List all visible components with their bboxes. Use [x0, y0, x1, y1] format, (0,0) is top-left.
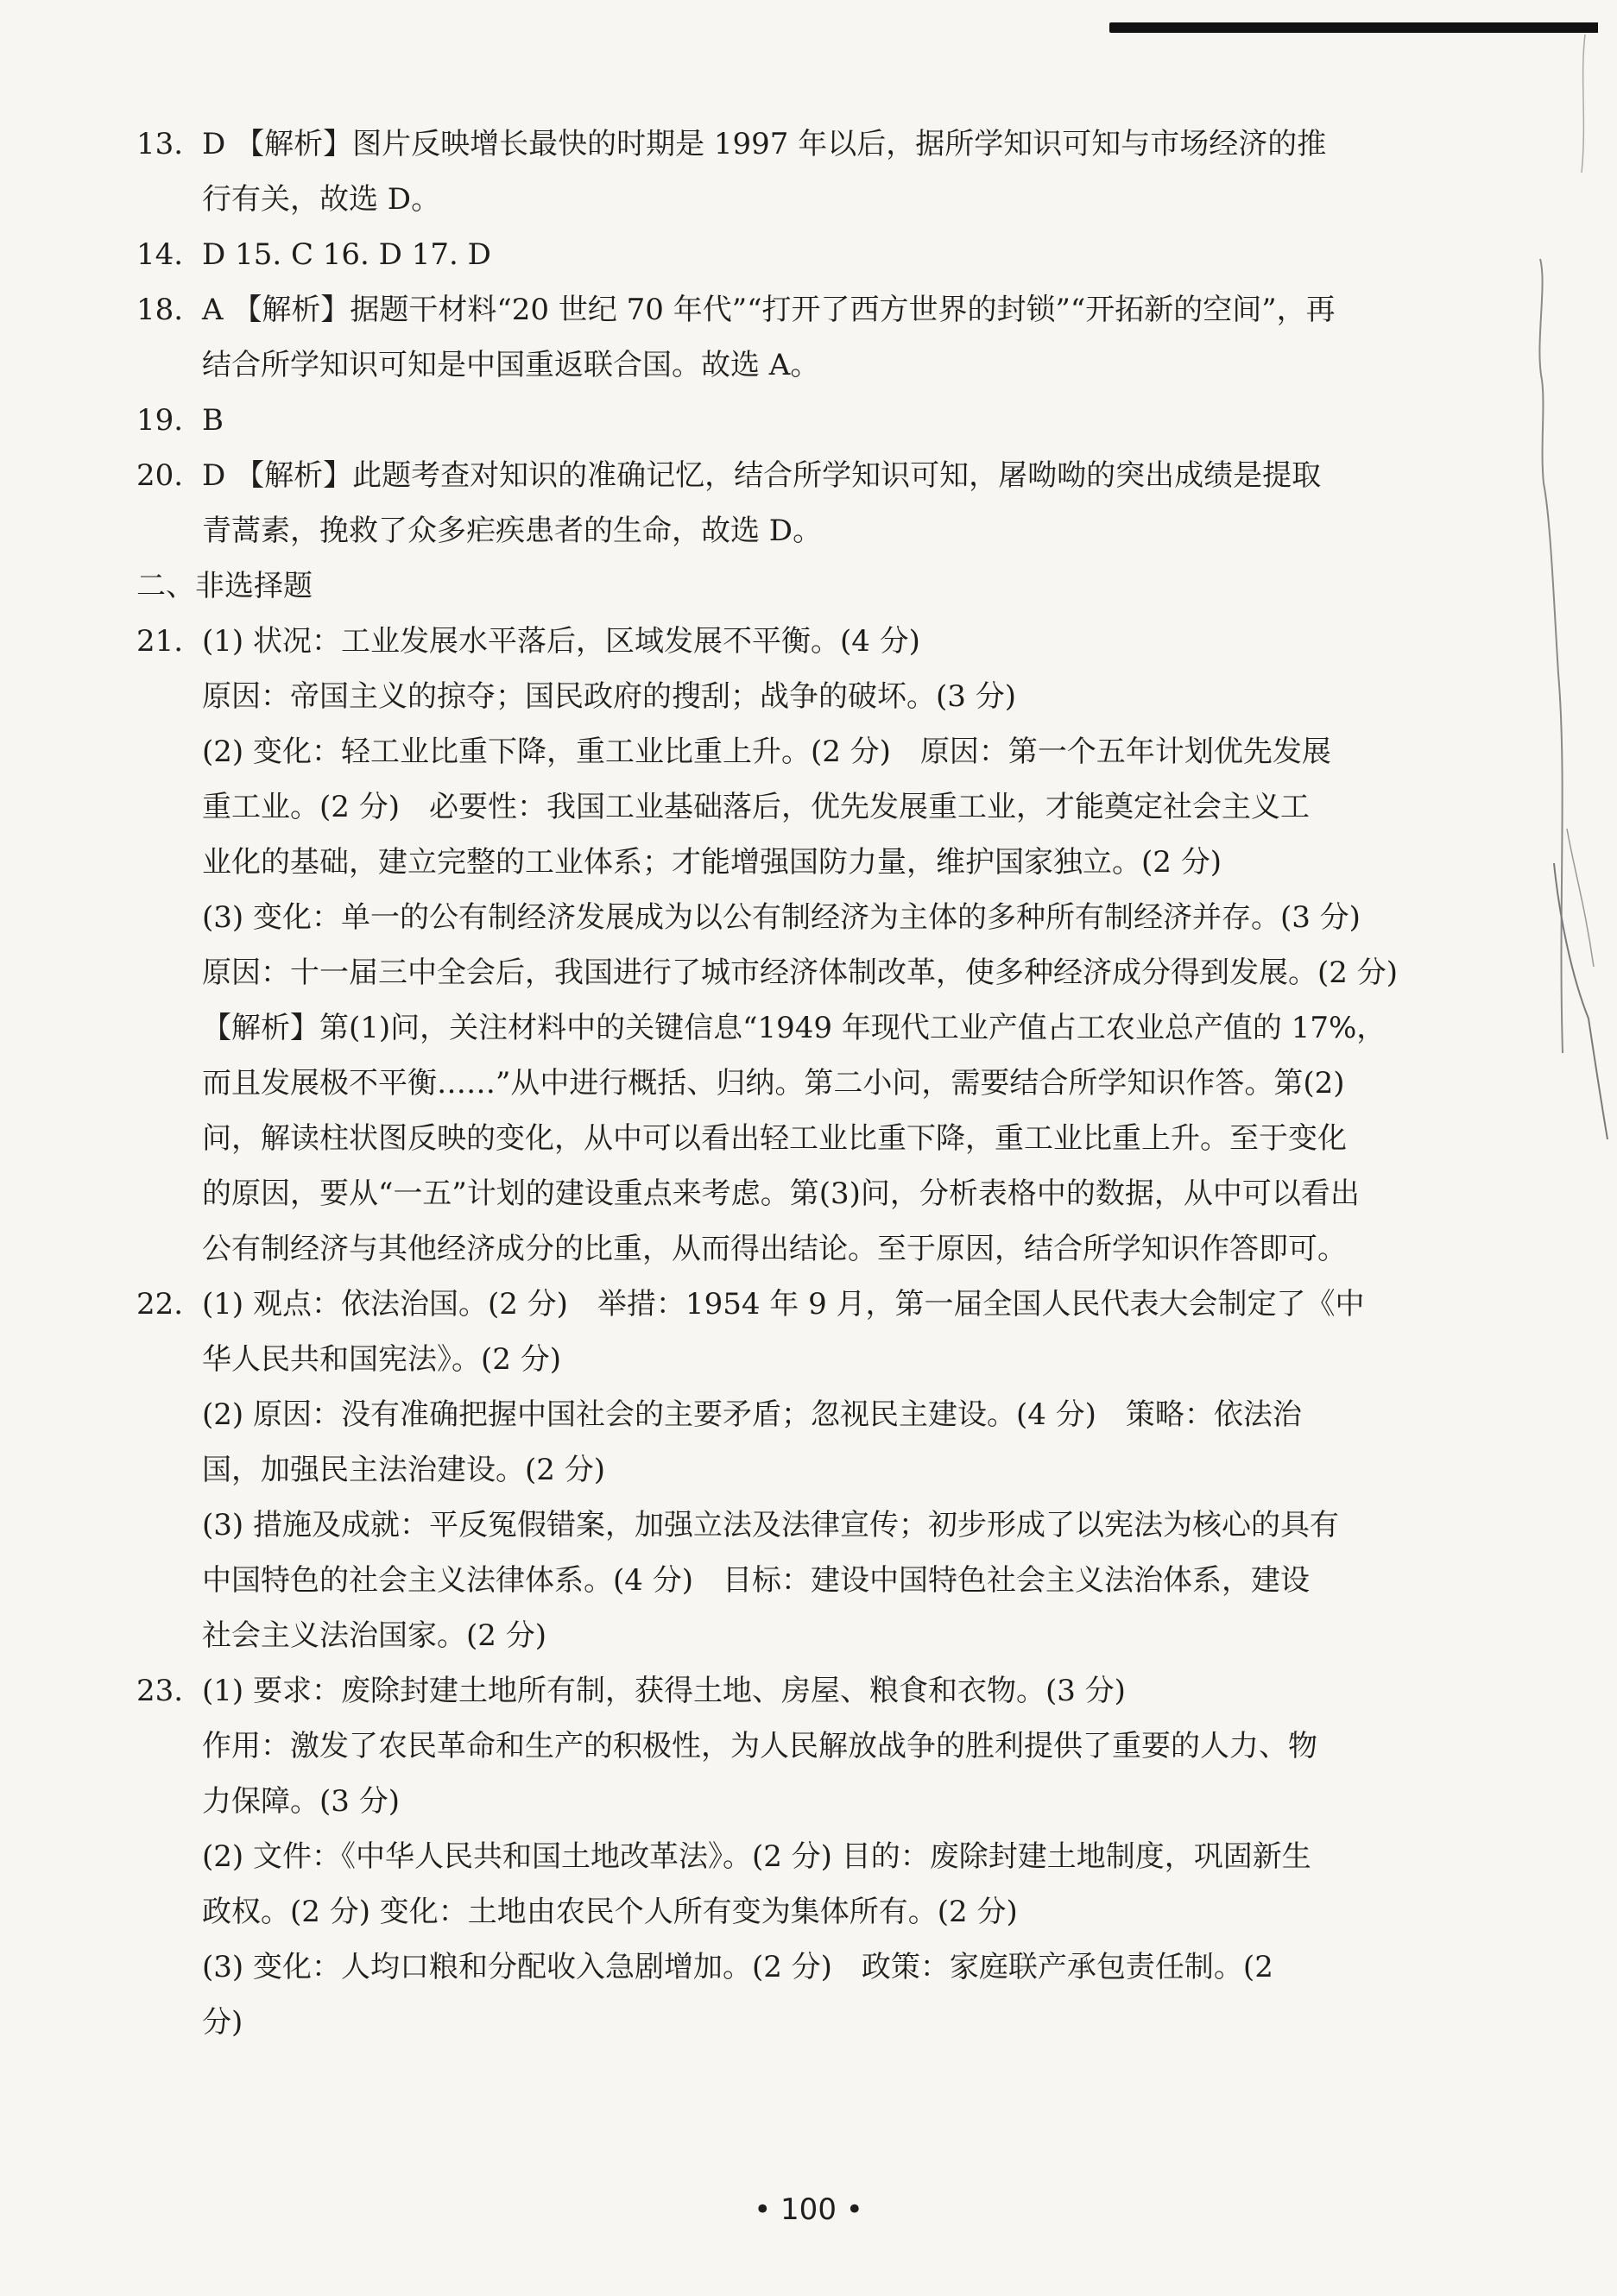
item-number: 18.	[136, 293, 184, 327]
item-line: D 【解析】此题考查对知识的准确记忆，结合所学知识可知，屠呦呦的突出成绩是提取	[202, 458, 1322, 493]
item-number: 14.	[136, 237, 184, 272]
item-line: 分)	[202, 2005, 243, 2040]
item-line: 而且发展极不平衡……”从中进行概括、归纳。第二小问，需要结合所学知识作答。第(2)	[202, 1066, 1345, 1101]
item-line: 作用：激发了农民革命和生产的积极性，为人民解放战争的胜利提供了重要的人力、物	[202, 1729, 1317, 1763]
answer-item-23	[136, 1663, 1449, 2050]
item-line: 力保障。(3 分)	[202, 1784, 400, 1819]
answer-item-18	[136, 282, 1449, 393]
item-number: 19.	[136, 403, 184, 438]
item-line: 的原因，要从“一五”计划的建设重点来考虑。第(3)问，分析表格中的数据，从中可以看出	[202, 1176, 1360, 1211]
section-heading: 二、非选择题	[136, 569, 313, 603]
item-line: 结合所学知识可知是中国重返联合国。故选 A。	[202, 348, 820, 382]
item-line: 原因：十一届三中全会后，我国进行了城市经济体制改革，使多种经济成分得到发展。(2 分)	[202, 956, 1398, 990]
item-line: (1) 要求：废除封建土地所有制，获得土地、房屋、粮食和衣物。(3 分)	[202, 1674, 1126, 1708]
item-line: (1) 观点：依法治国。(2 分) 举措：1954 年 9 月，第一届全国人民代表大会制定了《中	[202, 1287, 1365, 1321]
item-line: B	[202, 403, 224, 438]
item-number: 13.	[136, 127, 184, 161]
item-line: (3) 措施及成就：平反冤假错案，加强立法及法律宣传；初步形成了以宪法为核心的具有	[202, 1508, 1339, 1542]
answer-item-21	[136, 614, 1449, 1277]
item-line: (1) 状况：工业发展水平落后，区域发展不平衡。(4 分)	[202, 624, 920, 659]
item-number: 23.	[136, 1674, 184, 1708]
item-line: A 【解析】据题干材料“20 世纪 70 年代”“打开了西方世界的封锁”“开拓新的空间”，再	[202, 293, 1336, 327]
item-line: D 【解析】图片反映增长最快的时期是 1997 年以后，据所学知识可知与市场经济的推	[202, 127, 1327, 161]
item-line: 原因：帝国主义的掠夺；国民政府的搜刮；战争的破坏。(3 分)	[202, 679, 1016, 714]
page-number: • 100 •	[754, 2192, 863, 2227]
item-line: (2) 文件：《中华人民共和国土地改革法》。(2 分) 目的：废除封建土地制度，巩固新生	[202, 1839, 1311, 1874]
item-line: (3) 变化：单一的公有制经济发展成为以公有制经济为主体的多种所有制经济并存。(3 分)	[202, 900, 1361, 935]
answer-item-13	[136, 117, 1449, 227]
item-line: 业化的基础，建立完整的工业体系；才能增强国防力量，维护国家独立。(2 分)	[202, 845, 1222, 880]
item-line: D 15. C 16. D 17. D	[202, 237, 491, 272]
item-line: (3) 变化：人均口粮和分配收入急剧增加。(2 分) 政策：家庭联产承包责任制。(2	[202, 1950, 1273, 1984]
item-line: 政权。(2 分) 变化：土地由农民个人所有变为集体所有。(2 分)	[202, 1895, 1018, 1929]
answer-item-14	[136, 227, 1449, 282]
item-line: (2) 原因：没有准确把握中国社会的主要矛盾；忽视民主建设。(4 分) 策略：依法治	[202, 1397, 1302, 1432]
item-line: 问，解读柱状图反映的变化，从中可以看出轻工业比重下降，重工业比重上升。至于变化	[202, 1121, 1347, 1156]
top-rule	[1109, 22, 1598, 33]
item-number: 22.	[136, 1287, 184, 1321]
item-line: 中国特色的社会主义法律体系。(4 分) 目标：建设中国特色社会主义法治体系，建设	[202, 1563, 1310, 1598]
item-line: 公有制经济与其他经济成分的比重，从而得出结论。至于原因，结合所学知识作答即可。	[202, 1232, 1347, 1266]
item-line: 国，加强民主法治建设。(2 分)	[202, 1453, 605, 1487]
answer-item-20	[136, 448, 1449, 558]
item-line: 行有关，故选 D。	[202, 182, 441, 217]
item-line: 社会主义法治国家。(2 分)	[202, 1618, 546, 1653]
item-number: 20.	[136, 458, 184, 493]
item-line: 华人民共和国宪法》。(2 分)	[202, 1342, 561, 1377]
item-number: 21.	[136, 624, 184, 659]
item-line: 重工业。(2 分) 必要性：我国工业基础落后，优先发展重工业，才能奠定社会主义工	[202, 790, 1310, 824]
item-line: 青蒿素，挽救了众多疟疾患者的生命，故选 D。	[202, 514, 823, 548]
item-line: (2) 变化：轻工业比重下降，重工业比重上升。(2 分) 原因：第一个五年计划优先发展	[202, 735, 1331, 769]
answer-item-22	[136, 1277, 1449, 1663]
answer-content	[136, 117, 1449, 2050]
answer-item-19	[136, 393, 1449, 448]
item-line: 【解析】第(1)问，关注材料中的关键信息“1949 年现代工业产值占工农业总产值的 17%，	[202, 1011, 1386, 1045]
